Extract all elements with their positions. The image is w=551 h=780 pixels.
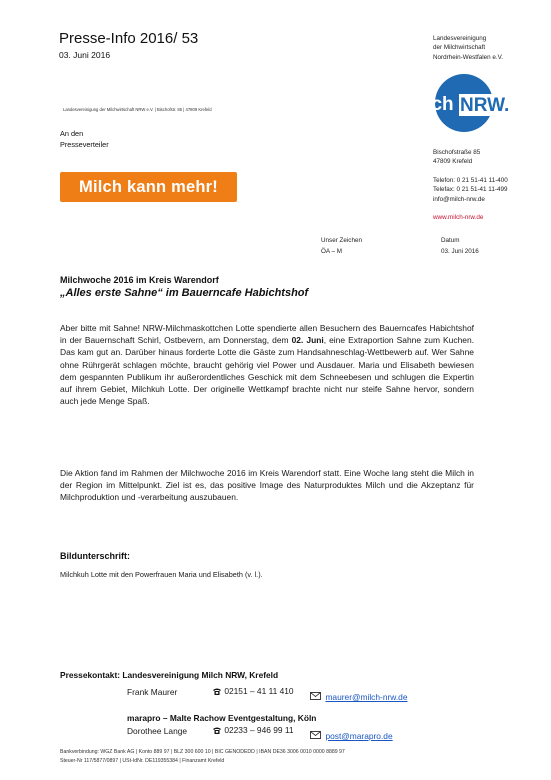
- press-contact-phone-1: 02151 – 41 11 410: [212, 686, 294, 696]
- press-contact-name-2: Dorothee Lange: [127, 726, 188, 736]
- article-subheadline: Milchwoche 2016 im Kreis Warendorf: [60, 275, 219, 285]
- contact-email-link[interactable]: info@milch-nrw.de: [433, 195, 485, 203]
- reference-ours: Unser Zeichen ÖA – M: [321, 237, 362, 255]
- milch-nrw-logo: [400, 74, 521, 132]
- logo-text-nrw: NRW.: [460, 95, 510, 116]
- press-contact-phone-2: 02233 – 946 99 11: [212, 725, 294, 735]
- article-paragraph-2: Die Aktion fand im Rahmen der Milchwoche 2016 im Kreis Warendorf statt. Eine Woche lang steht die Milch in der Region im Mittelpunkt. Ziel ist es, das positive Image des Naturproduktes Milch und die Akzeptanz für Milchproduktion und -verarbeitung auszubauen.: [60, 468, 474, 503]
- press-info-date: 03. Juni 2016: [59, 50, 111, 60]
- caption-text: Milchkuh Lotte mit den Powerfrauen Maria und Elisabeth (v. l.).: [60, 570, 263, 579]
- press-contact-title-1: Pressekontakt: Landesvereinigung Milch NRW, Krefeld: [60, 670, 279, 680]
- contact-phone: Telefon: 0 21 51-41 11-400: [433, 176, 508, 184]
- caption-heading: Bildunterschrift:: [60, 551, 131, 561]
- slogan-banner: Milch kann mehr!: [60, 172, 237, 202]
- sender-address-line: Landesvereinigung der Milchwirtschaft NRW e.V. | Bischofstr. 85 | 47809 Krefeld: [63, 107, 212, 112]
- contact-website-link[interactable]: www.milch-nrw.de: [433, 214, 484, 222]
- envelope-icon: [310, 731, 321, 739]
- organization-name: Landesvereinigung der Milchwirtschaft Nordrhein-Westfalen e.V.: [433, 35, 504, 61]
- press-contact-name-1: Frank Maurer: [127, 687, 178, 697]
- highlight-date: 02. Juni: [291, 335, 324, 346]
- press-contact-email-1[interactable]: maurer@milch-nrw.de: [310, 687, 408, 705]
- press-info-title: Presse-Info 2016/ 53: [59, 30, 199, 47]
- article-paragraph-1: Aber bitte mit Sahne! NRW-Milchmaskottchen Lotte spendierte allen Besuchern des Bauerncafes Habichtshof in der Bauernschaft Schirl, Ostbevern, am Donnerstag, dem 02. Juni, eine Extraportion Sahne zum Kuchen. Das kam gut an. Darüber hinaus forderte Lotte die Gäste zum Handsahneschlag-Wettbewerb auf. Wer Sahne ohne Rührgerät schlagen möchte, braucht gehörig viel Power und Ausdauer. Maria und Elisabeth bewiesen dem gespannten Publikum ihr außerordentliches Geschick mit dem Schneebesen und schlugen die Expertin auf ihrem Gebiet, Milchkuh Lotte. Der originelle Wettkampf brachte nicht nur steife Sahne hervor, sondern auch jede Menge Spaß.: [60, 323, 475, 407]
- contact-city: 47809 Krefeld: [433, 158, 473, 166]
- article-headline: „Alles erste Sahne“ im Bauerncafe Habichtshof: [60, 287, 309, 299]
- envelope-icon: [310, 692, 321, 700]
- contact-street: Bischofstraße 85: [433, 149, 481, 156]
- footer-tax-details: Steuer-Nr 117/5877/0897 | USt-IdNr. DE119355384 | Finanzamt Krefeld: [60, 758, 225, 764]
- footer-bank-details: Bankverbindung: WGZ Bank AG | Konto 889 97 | BLZ 300 600 10 | BIC GENODEDD | IBAN DE36 3006 0010 0000 8889 97: [60, 749, 345, 755]
- contact-fax: Telefax: 0 21 51-41 11-499: [433, 186, 508, 194]
- press-contact-title-2: marapro – Malte Rachow Eventgestaltung, Köln: [127, 713, 317, 723]
- recipient-block: An den Presseverteiler: [60, 129, 109, 149]
- phone-icon: [212, 687, 222, 696]
- reference-date: Datum 03. Juni 2016: [441, 237, 479, 255]
- logo-text-milch: milch: [404, 94, 454, 115]
- phone-icon: [212, 726, 222, 735]
- contact-block: [433, 148, 508, 222]
- press-contact-email-2[interactable]: post@marapro.de: [310, 726, 393, 744]
